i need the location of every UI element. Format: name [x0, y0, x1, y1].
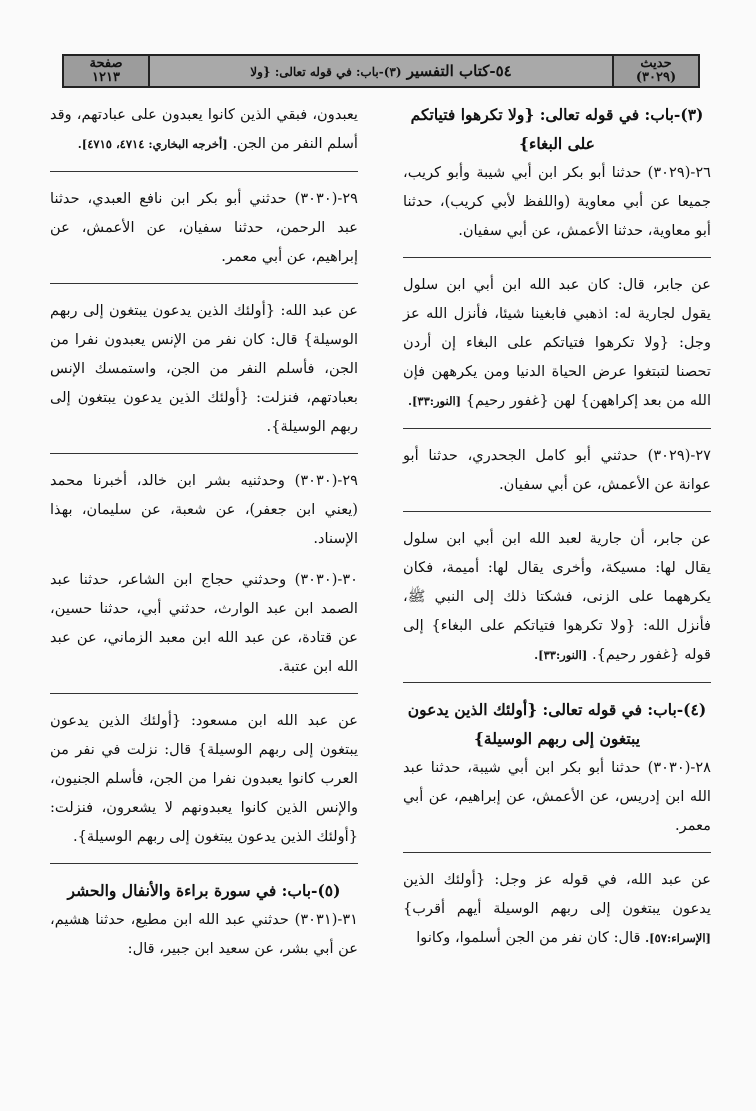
paragraph: ٢٩-(٣٠٣٠) حدثني أبو بكر ابن نافع العبدي، حدثنا عبد الرحمن، حدثنا سفيان، عن الأعمش، عن إبراهيم، عن أبي معمر. — [50, 190, 358, 265]
paragraph-text: عن جابر، قال: كان عبد الله ابن أبي ابن سلول يقول لجارية له: اذهبي فابغينا شيئا، فأنزل الله عز وجل: {ولا تكرهوا فتياتكم على البغاء إن أردن تحصنا لتبتغوا عرض الحياة الدنيا ومن يكرههن فإن الله من بعد إكراههن} لهن {غفور رحيم} — [403, 276, 711, 409]
paragraph-text: عن عبد الله، في قوله عز وجل: {أولئك الذين يدعون يبتغون إلى ربهم الوسيلة أيهم أقرب} — [403, 871, 711, 917]
page-number-box — [64, 56, 150, 86]
divider — [50, 863, 358, 864]
paragraph — [403, 524, 711, 670]
hadith-number: (٣٠٢٩) — [635, 70, 677, 85]
paragraph: ٢٩-(٣٠٣٠) وحدثنيه بشر ابن خالد، أخبرنا محمد (يعني ابن جعفر)، عن شعبة، عن سليمان، بهذا الإسناد. — [50, 472, 358, 547]
reference: [النور:٣٣]. — [407, 394, 462, 408]
paragraph: ٢٨-(٣٠٣٠) حدثنا أبو بكر ابن أبي شيبة، حدثنا عبد الله ابن إدريس، عن الأعمش، عن إبراهيم، عن أبي معمر. — [403, 759, 711, 834]
divider — [50, 283, 358, 284]
paragraph: عن عبد الله ابن مسعود: {أولئك الذين يدعون يبتغون إلى ربهم الوسيلة} قال: نزلت في نفر من العرب كانوا يعبدون نفرا من الجن، فأسلم الجنيون، والإنس الذين كانوا يعبدونهم لا يشعرون، فنزلت: {أولئك الذين يدعون يبتغون إلى ربهم الوسيلة}. — [50, 712, 358, 845]
page-number: ١٢١٣ — [92, 70, 120, 85]
left-column — [50, 100, 358, 1091]
reference: [النور:٣٣]. — [534, 648, 588, 662]
right-column — [403, 100, 711, 1091]
paragraph-text: عن جابر، أن جارية لعبد الله ابن أبي ابن سلول يقال لها: مسيكة، وأخرى يقال لها: أميمة، فكان يكرههما على الزنى، فشكتا ذلك إلى النبي ﷺ، فأنزل الله: {ولا تكرهوا فتياتكم على البغاء} إلى قوله {غفور رحيم}. — [403, 530, 711, 663]
page-header — [62, 54, 700, 88]
page-label: صفحة — [89, 56, 123, 71]
paragraph: ٢٦-(٣٠٢٩) حدثنا أبو بكر ابن أبي شيبة وأبو كريب، جميعا عن أبي معاوية (واللفظ لأبي كريب)، حدثنا أبو معاوية، حدثنا الأعمش، عن أبي سفيان. — [403, 164, 711, 239]
reference: [أخرجه البخاري: ٤٧١٤، ٤٧١٥]. — [77, 137, 228, 151]
paragraph — [50, 100, 358, 159]
divider — [403, 682, 711, 683]
divider — [403, 511, 711, 512]
chapter-heading: (٤)-باب: في قوله تعالى: {أولئك الذين يدعون يبتغون إلى ربهم الوسيلة} — [407, 700, 707, 748]
chapter-title: (٣)-باب: في قوله تعالى: {ولا — [250, 65, 402, 79]
paragraph-text: يعبدون، فبقي الذين كانوا يعبدون على عبادتهم، وقد أسلم النفر من الجن. — [50, 106, 358, 152]
book-title: ٥٤-كتاب التفسير — [406, 62, 512, 80]
paragraph — [403, 865, 711, 953]
paragraph: ٣١-(٣٠٣١) حدثني عبد الله ابن مطيع، حدثنا هشيم، عن أبي بشر، عن سعيد ابن جبير، قال: — [50, 911, 358, 957]
divider — [403, 428, 711, 429]
chapter-heading: (٥)-باب: في سورة براءة والأنفال والحشر — [67, 881, 341, 900]
paragraph-tail: قال: كان نفر من الجن أسلموا، وكانوا — [416, 929, 641, 946]
divider — [50, 693, 358, 694]
divider — [403, 852, 711, 853]
paragraph — [403, 270, 711, 416]
paragraph: ٣٠-(٣٠٣٠) وحدثني حجاج ابن الشاعر، حدثنا عبد الصمد ابن عبد الوارث، حدثني أبي، حدثنا حسين، عن قتادة، عن عبد الله ابن معبد الزماني، عن عبد الله ابن عتبة. — [50, 571, 358, 675]
hadith-label: حديث — [640, 56, 672, 71]
running-title — [150, 62, 612, 80]
divider — [403, 257, 711, 258]
chapter-heading: (٣)-باب: في قوله تعالى: {ولا تكرهوا فتياتكم على البغاء} — [410, 105, 704, 153]
divider — [50, 171, 358, 172]
divider — [50, 453, 358, 454]
paragraph: عن عبد الله: {أولئك الذين يدعون يبتغون إلى ربهم الوسيلة} قال: كان نفر من الإنس يعبدون نفرا من الجن، فأسلم النفر من الجن، واستمسك الإنس بعبادتهم، فنزلت: {أولئك الذين يدعون يبتغون إلى ربهم الوسيلة}. — [50, 302, 358, 435]
paragraph: ٢٧-(٣٠٢٩) حدثني أبو كامل الجحدري، حدثنا أبو عوانة عن الأعمش، عن أبي سفيان. — [403, 447, 711, 493]
hadith-number-box — [612, 56, 698, 86]
reference: [الإسراء:٥٧]. — [645, 931, 711, 945]
